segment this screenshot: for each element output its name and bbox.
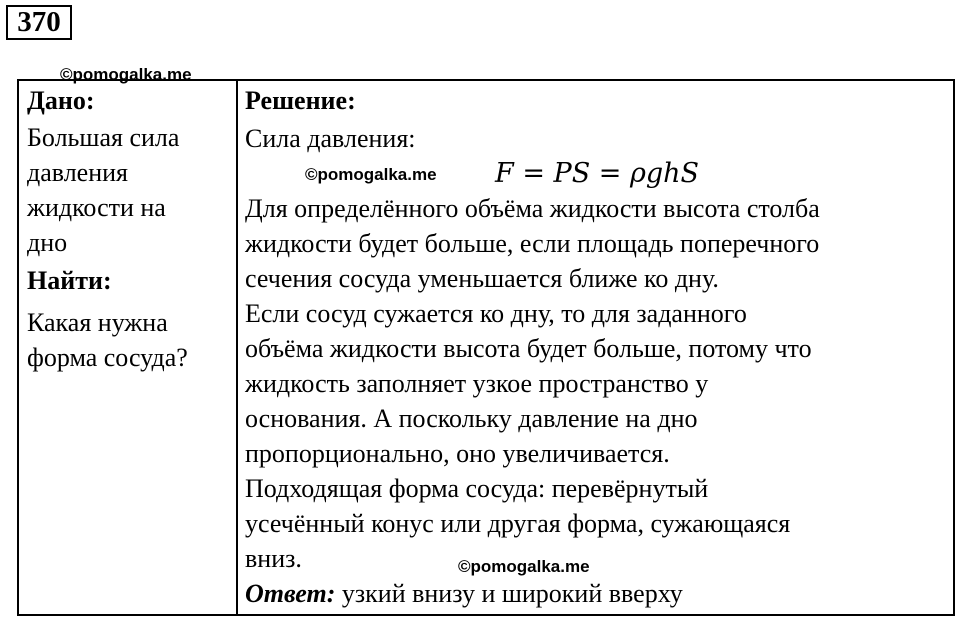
find-line: форма сосуда? <box>27 343 188 372</box>
given-line: Большая сила <box>27 123 180 152</box>
paragraph-line: пропорционально, оно увеличивается. <box>245 439 670 468</box>
paragraph-line: жидкости будет больше, если площадь поперечного <box>245 229 820 258</box>
given-line: жидкости на <box>27 193 166 222</box>
watermark: ©pomogalka.me <box>458 557 590 576</box>
paragraph-line: объёма жидкости высота будет больше, потому что <box>245 334 812 363</box>
find-text <box>27 305 232 375</box>
given-line: давления <box>27 158 129 187</box>
answer-text: узкий внизу и широкий вверху <box>341 579 683 608</box>
watermark: ©pomogalka.me <box>60 65 192 84</box>
paragraph-line: основания. А поскольку давление на дно <box>245 404 698 433</box>
given-find-column <box>27 83 232 375</box>
column-divider <box>236 79 238 616</box>
solution-heading: Решение: <box>245 86 356 115</box>
answer-line <box>245 576 950 611</box>
pressure-formula: F = PS = ρghS <box>495 158 700 189</box>
answer-label: Ответ: <box>245 579 336 608</box>
paragraph-line: Для определённого объёма жидкости высота столба <box>245 194 820 223</box>
paragraph-line: Если сосуд сужается ко дну, то для заданного <box>245 299 747 328</box>
watermark: ©pomogalka.me <box>305 165 437 184</box>
pressure-label: Сила давления: <box>245 124 416 153</box>
paragraph-line: сечения сосуда уменьшается ближе ко дну. <box>245 264 719 293</box>
find-heading: Найти: <box>27 266 112 295</box>
given-heading: Дано: <box>27 86 95 115</box>
paragraph-line: усечённый конус или другая форма, сужающаяся <box>245 509 791 538</box>
paragraph-line: жидкость заполняет узкое пространство у <box>245 369 709 398</box>
given-line: дно <box>27 228 68 257</box>
paragraph-line: Подходящая форма сосуда: перевёрнутый <box>245 474 709 503</box>
given-text <box>27 120 232 260</box>
find-line: Какая нужна <box>27 308 168 337</box>
paragraph-line: вниз. <box>245 544 302 573</box>
problem-number: 370 <box>6 5 72 40</box>
solution-column <box>245 83 950 611</box>
